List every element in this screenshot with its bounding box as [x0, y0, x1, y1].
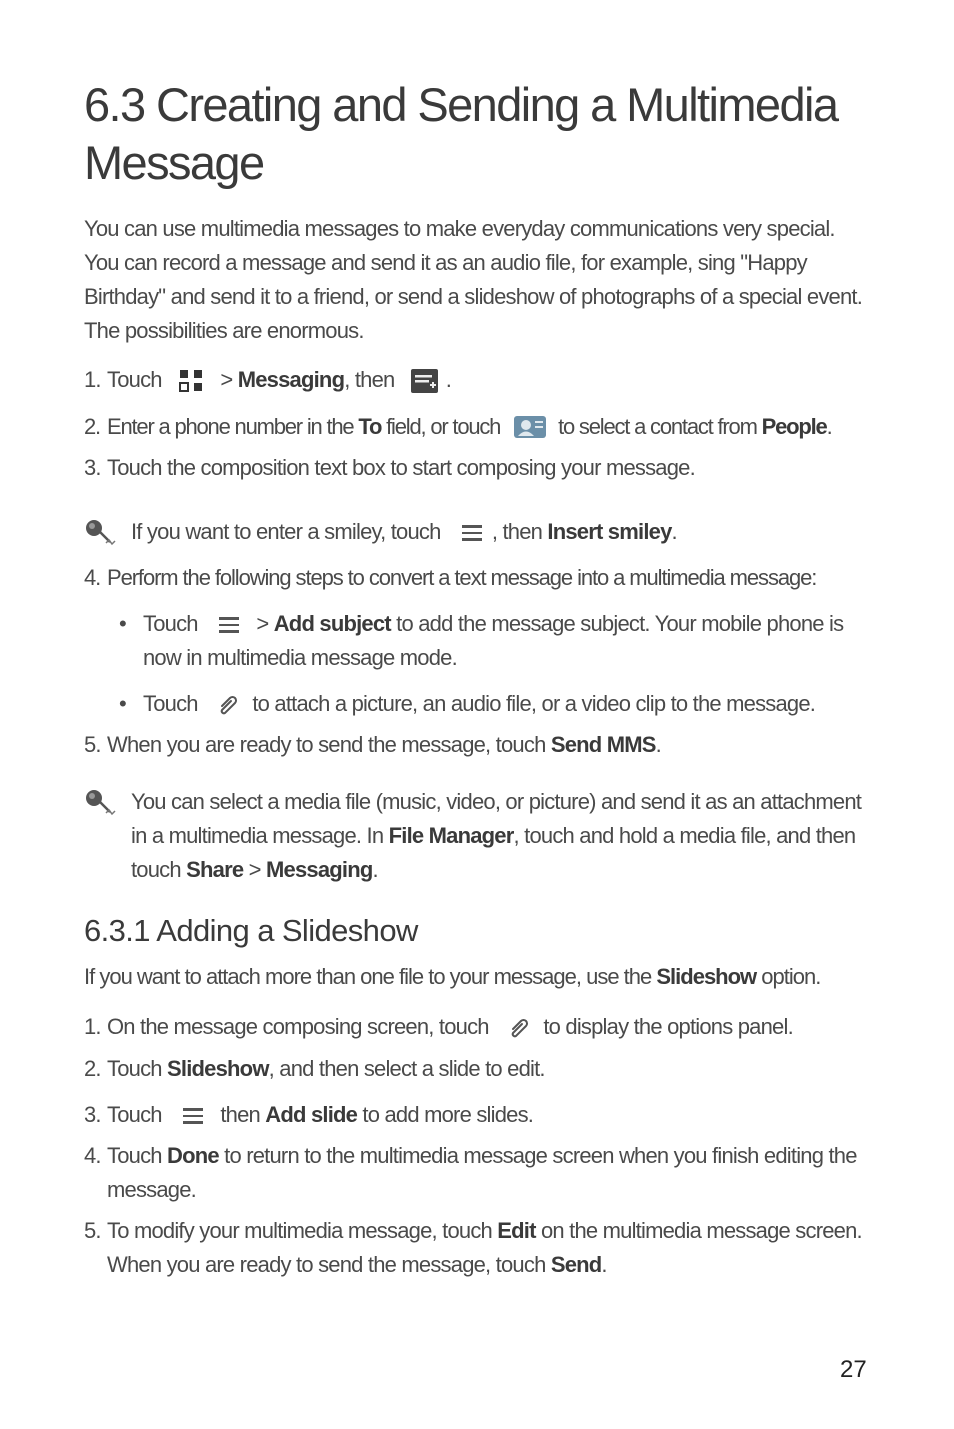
new-message-icon[interactable] [410, 367, 440, 395]
step-text: to add more slides. [357, 1102, 534, 1127]
bullet-text: to attach a picture, an audio file, or a video clip to the message. [247, 691, 816, 716]
messaging-label: Messaging [265, 857, 373, 882]
slideshow-step-1 [84, 1010, 874, 1044]
step-number: 2. [84, 1056, 101, 1081]
step-text: . [601, 1252, 607, 1277]
contacts-icon[interactable] [513, 414, 547, 442]
step-number: 3. [84, 455, 101, 480]
slideshow-step-2 [84, 1052, 874, 1086]
step-text: Touch [107, 1056, 168, 1081]
step-text: Touch the composition text box to start composing your message. [107, 455, 695, 480]
insert-smiley-label: Insert smiley [547, 519, 672, 544]
step-text: field, or touch [381, 414, 501, 439]
step-number: 1. [84, 1014, 101, 1039]
step-number: 5. [84, 732, 101, 757]
step-text: Touch [107, 1102, 162, 1127]
messaging-label: Messaging [237, 367, 345, 392]
step-4 [84, 561, 874, 595]
step-3 [84, 451, 874, 485]
step-text: To modify your multimedia message, touch [107, 1218, 498, 1243]
add-slide-label: Add slide [265, 1102, 358, 1127]
section-intro-text: option. [756, 964, 821, 989]
step-text: Perform the following steps to convert a text message into a multimedia message: [107, 565, 817, 590]
step-1 [84, 363, 874, 397]
section-title: 6.3.1 Adding a Slideshow [84, 913, 418, 948]
step-2 [84, 410, 874, 444]
step-number: 4. [84, 565, 101, 590]
page-title: 6.3 Creating and Sending a Multimedia Message [84, 78, 838, 189]
note-text: > [243, 857, 266, 882]
bullet-attach [84, 687, 874, 721]
section-intro-text: If you want to attach more than one file to your message, use the [84, 964, 657, 989]
note-text: , then [491, 519, 548, 544]
slideshow-label: Slideshow [167, 1056, 269, 1081]
step-text: Touch [107, 367, 162, 392]
intro-paragraph: You can use multimedia messages to make everyday communications very special. You can record a message and send it as an audio file, for example, sing "Happy Birthday" and send it to a friend, or send a slideshow of photographs of a special event. The possibilities are enormous. [84, 216, 863, 343]
add-subject-label: Add subject [273, 611, 391, 636]
page-number: 27 [840, 1356, 867, 1383]
paperclip-icon[interactable] [506, 1016, 532, 1040]
menu-icon[interactable] [183, 1104, 203, 1128]
to-field-label: To [358, 414, 382, 439]
slideshow-label: Slideshow [656, 964, 757, 989]
step-text: Enter a phone number in the [107, 414, 359, 439]
bullet-text: Touch [143, 611, 198, 636]
note-text: You can select a media file (music, video, or picture) and send it as an attachment in a multimedia message. In [131, 789, 862, 848]
step-number: 4. [84, 1143, 101, 1168]
step-text: to select a contact from [553, 414, 762, 439]
bullet-text: > [251, 611, 274, 636]
note-smiley [84, 515, 874, 549]
step-number: 2. [84, 414, 100, 439]
bullet-text: to add the message subject. Your mobile phone is now in multimedia message mode. [143, 611, 844, 670]
file-manager-label: File Manager [388, 823, 514, 848]
bullet-dot: • [119, 691, 126, 716]
note-text: . [671, 519, 677, 544]
note-media-file [84, 785, 874, 887]
note-icon [84, 518, 118, 558]
note-text: , touch and hold a media file, and then touch [131, 823, 856, 882]
step-number: 5. [84, 1218, 101, 1243]
step-number: 3. [84, 1102, 101, 1127]
step-text: , and then select a slide to edit. [268, 1056, 545, 1081]
send-label: Send [550, 1252, 602, 1277]
share-label: Share [186, 857, 244, 882]
page [84, 76, 874, 1282]
send-mms-label: Send MMS [550, 732, 656, 757]
step-text: then [215, 1102, 266, 1127]
done-label: Done [167, 1143, 219, 1168]
note-icon [84, 788, 118, 828]
paperclip-icon[interactable] [215, 693, 241, 717]
menu-icon[interactable] [462, 521, 482, 545]
note-text: If you want to enter a smiley, touch [131, 519, 441, 544]
step-text: to return to the multimedia message screen when you finish editing the message. [107, 1143, 857, 1202]
slideshow-step-5 [84, 1214, 874, 1282]
bullet-text: Touch [143, 691, 198, 716]
step-text: > [215, 367, 238, 392]
note-text: . [372, 857, 378, 882]
step-text: Touch [107, 1143, 168, 1168]
step-text: , then [344, 367, 395, 392]
section-intro [84, 960, 874, 994]
step-text: . [655, 732, 661, 757]
edit-label: Edit [497, 1218, 536, 1243]
step-text: on the multimedia message screen. When you are ready to send the message, touch [107, 1218, 862, 1277]
slideshow-step-4 [84, 1139, 874, 1207]
apps-grid-icon[interactable] [179, 369, 205, 393]
step-text: When you are ready to send the message, touch [107, 732, 551, 757]
bullet-dot: • [119, 611, 126, 636]
slideshow-step-3 [84, 1098, 874, 1132]
people-label: People [761, 414, 827, 439]
step-text: . [445, 367, 452, 392]
menu-icon[interactable] [219, 613, 239, 637]
step-text: . [826, 414, 832, 439]
bullet-add-subject [84, 607, 874, 675]
step-text: On the message composing screen, touch [107, 1014, 489, 1039]
step-text: to display the options panel. [538, 1014, 793, 1039]
step-number: 1. [84, 367, 101, 392]
step-5 [84, 728, 874, 762]
